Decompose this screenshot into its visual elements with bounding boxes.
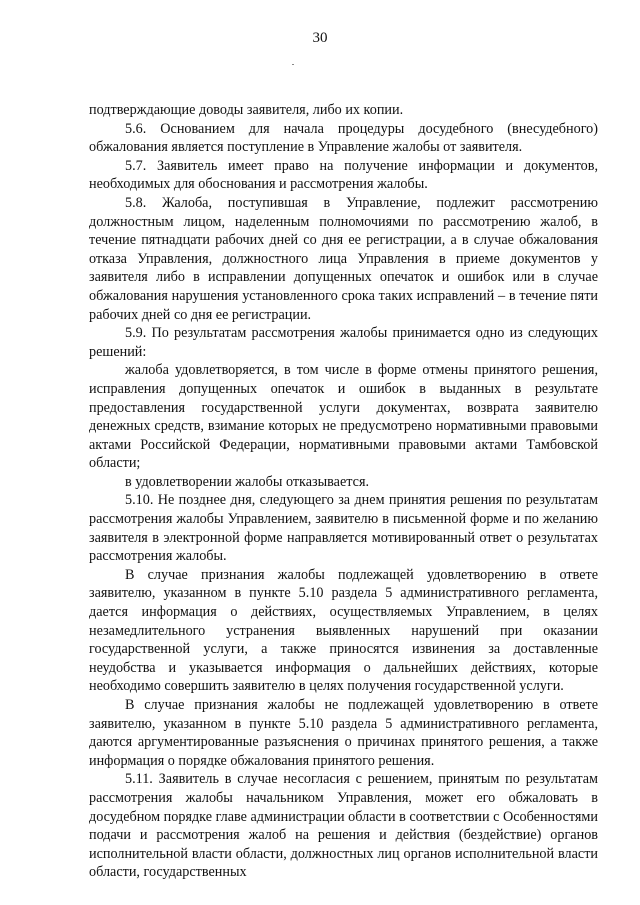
scan-speck (292, 64, 294, 65)
document-body (89, 101, 598, 882)
paragraph-decision-satisfied: жалоба удовлетворяется, в том числе в форме отмены принятого решения, исправления допущенных опечаток и ошибок в выданных в результате предоставления государственной услуги документах, возврата заявителю денежных средств, взимание которых не предусмотрено нормативными правовыми актами Российской Федерации, нормативными правовыми актами Тамбовской области; (89, 362, 598, 472)
paragraph-5-9: 5.9. По результатам рассмотрения жалобы принимается одно из следующих решений: (89, 325, 598, 360)
paragraph-unsatisfied-response: В случае признания жалобы не подлежащей удовлетворению в ответе заявителю, указанном в пункте 5.10 раздела 5 административного регламента, даются аргументированные разъяснения о причинах принятого решения, а также информация о порядке обжалования принятого решения. (89, 697, 598, 769)
page-number: 30 (312, 30, 328, 46)
paragraph-satisfied-response: В случае признания жалобы подлежащей удовлетворению в ответе заявителю, указанном в пункте 5.10 раздела 5 административного регламента, дается информация о действиях, осуществляемых Управлением, в целях незамедлительного устранения выявленных нарушений при оказании государственной услуги, а также приносятся извинения за доставленные неудобства и указывается информация о дальнейших действиях, которые необходимо совершить заявителю в целях получения государственной услуги. (89, 566, 598, 695)
paragraph-continuation: подтверждающие доводы заявителя, либо их копии. (89, 102, 404, 118)
paragraph-decision-refused: в удовлетворении жалобы отказывается. (125, 473, 370, 490)
paragraph-5-10: 5.10. Не позднее дня, следующего за днем принятия решения по результатам рассмотрения жалобы Управлением, заявителю в письменной форме и по желанию заявителя в электронной форме направляется мотивированный ответ о результатах рассмотрения жалобы. (89, 492, 598, 565)
paragraph-5-8: 5.8. Жалоба, поступившая в Управление, подлежит рассмотрению должностным лицом, наделенным полномочиями по рассмотрению жалоб, в течение пятнадцати рабочих дней со дня ее регистрации, а в случае обжалования отказа Управления, должностного лица Управления в приеме документов у заявителя либо в исправлении допущенных опечаток и ошибок или в случае обжалования нарушения установленного срока таких исправлений – в течение пяти рабочих дней со дня ее регистрации. (89, 194, 598, 323)
paragraph-5-7: 5.7. Заявитель имеет право на получение информации и документов, необходимых для обоснования и рассмотрения жалобы. (89, 157, 598, 193)
paragraph-5-11: 5.11. Заявитель в случае несогласия с решением, принятым по результатам рассмотрения жалобы начальником Управления, может его обжаловать в досудебном порядке главе администрации области в соответствии с Особенностями подачи и рассмотрения жалоб на решения и действия (бездействие) органов исполнительной власти области, должностных лиц органов исполнительной власти области, государственных (89, 771, 598, 881)
paragraph-5-6: 5.6. Основанием для начала процедуры досудебного (внесудебного) обжалования является поступление в Управление жалобы от заявителя. (89, 120, 598, 156)
